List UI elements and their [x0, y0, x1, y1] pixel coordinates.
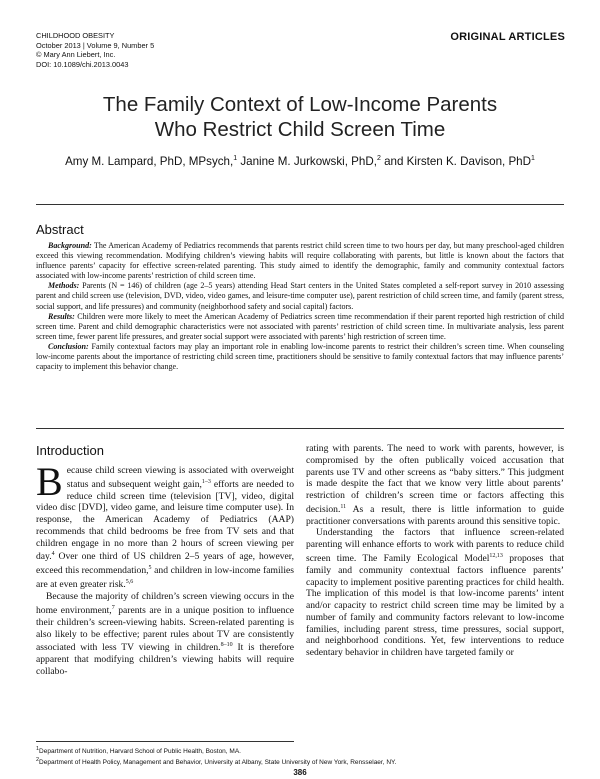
- footnote-1: $^1$Department of Nutrition, Harvard School of Public Health, Boston, MA.: [36, 746, 241, 756]
- footnote-divider: [36, 741, 294, 742]
- background-label: Background:: [48, 241, 92, 250]
- author-3: and Kirsten K. Davison, PhD: [380, 155, 532, 168]
- journal-name: CHILDHOOD OBESITY: [36, 31, 115, 40]
- section-label: ORIGINAL ARTICLES: [450, 31, 565, 43]
- author-1: Amy M. Lampard, PhD, MPsych,: [65, 155, 234, 168]
- article-title: [40, 92, 560, 142]
- author-3-affil: 1: [531, 155, 535, 163]
- intro-column-left: [36, 459, 295, 678]
- divider-top: [36, 204, 564, 205]
- page-number: 386: [293, 768, 307, 777]
- results-label: Results:: [48, 311, 75, 321]
- journal-issue: October 2013 | Volume 9, Number 5: [36, 40, 155, 50]
- introduction-heading: Introduction: [36, 443, 104, 458]
- abstract-body: [36, 241, 564, 372]
- footnotes: [36, 745, 564, 767]
- title-line-1: The Family Context of Low-Income Parents: [102, 93, 498, 116]
- abstract-results: Results: Children were more likely to meet the American Academy of Pediatrics screen time recommendation if their parent reported high restriction of child screen time. Parent and child demographic characteristics were not associated with parents’ restriction of child screen time. In multivariate analysis, less parent screen time, fewer parent life pressures, and greater social support were associated with parents’ high restriction of screen time.: [36, 311, 564, 341]
- title-line-2: Who Restrict Child Screen Time: [154, 118, 446, 141]
- intro-paragraph-3: rating with parents. The need to work with parents, however, is compromised by the often publically voiced accusation that parents use TV and other screens as “baby sitters.” This judgment is made despite the fact that we know very little about parents’ restriction of children’s screen time or factors affecting this decision.$^{11}$ As a result, there is little information to guide practitioner conversations with parents around this sensitive topic.: [306, 443, 564, 527]
- abstract-background: Background: The American Academy of Pediatrics recommends that parents restrict child screen time to two hours per day, but many preschool-aged children exceed this viewing recommendation. Modifying children’s viewing habits will require collaborating with parents, but little is known about the factors that influence parents’ capacity for effective screen-related parenting. This study aimed to identify the demographic, family and community contextual factors associated with low-income parents’ restriction of child screen time.: [36, 241, 564, 281]
- methods-label: Methods:: [48, 281, 80, 291]
- drop-cap: B: [36, 459, 63, 504]
- intro-paragraph-2: Because the majority of children’s screen viewing occurs in the home environment,$^7$ parents are in a unique position to influence their children’s screen-viewing habits. Screen-related parenting is also likely to be effective; parent rules about TV are consistently associated with less TV viewing in children.$^{8-10}$ It is therefore apparent that modifying children’s viewing habits will require collabo-: [36, 591, 295, 678]
- author-2-affil: 2: [376, 155, 381, 163]
- divider-middle: [36, 428, 564, 429]
- abstract-heading: Abstract: [36, 222, 84, 237]
- footnote-2: $^2$Department of Health Policy, Management and Behavior, University at Albany, State University of New York, Rensselaer, NY.: [36, 757, 397, 767]
- intro-paragraph-1: Because child screen viewing is associated with overweight status and subsequent weight gain,$^{1-3}$ efforts are needed to reduce child screen time (television [TV], video, digital video disc [DVD], video game, and leisure time computer use). In response, the American Academy of Pediatrics (AAP) recommends that child bedrooms be free from TV sets and that children engage in no more than 2 hours of screen viewing per day.$^4$ Over one third of US children 2–5 years of age, however, exceed this recommendation,$^5$ and children in low-income families are at even greater risk.$^{5,6}$: [36, 459, 294, 591]
- intro-column-right: [306, 443, 564, 659]
- author-list: [40, 155, 560, 168]
- intro-paragraph-4: Understanding the factors that influence screen-related parenting will enhance efforts to work with parents to reduce child screen time. The Family Ecological Model$^{12,13}$ proposes that family and community contextual factors influence parents’ capacity to implement positive parenting practices for child health. The implication of this model is that low-income parents’ intent and/or capacity to restrict child screen time may be limited by a number of family and community factors relevant to low-income families, including parent stress, time pressures, social support, and neighborhood conditions. Yet, few interventions to reduce sedentary behavior in children have targeted family or: [306, 527, 565, 659]
- conclusion-label: Conclusion:: [48, 341, 89, 351]
- journal-info: [36, 31, 154, 69]
- journal-copyright: © Mary Ann Liebert, Inc.: [36, 50, 116, 60]
- abstract-methods: Methods: Parents (N = 146) of children (age 2–5 years) attending Head Start centers in the United States completed a self-report survey in 2010 assessing parent and child screen use (television, DVD, video, video games, and leisure-time computer use), parent restriction of child screen time, and family (parent stress, social support, and life pressures) and community (neighborhood safety and social capital) factors.: [36, 281, 564, 311]
- author-2: Janine M. Jurkowski, PhD,: [237, 155, 377, 168]
- abstract-conclusion: Conclusion: Family contextual factors may play an important role in enabling low-income parents to restrict their children’s screen time. When counseling low-income parents about the importance of restricting child screen time, practitioners should be sensitive to family contextual factors that may influence parents’ capacity to implement this behavior change.: [36, 341, 564, 372]
- journal-doi: DOI: 10.1089/chi.2013.0043: [36, 59, 129, 69]
- author-1-affil: 1: [233, 155, 238, 163]
